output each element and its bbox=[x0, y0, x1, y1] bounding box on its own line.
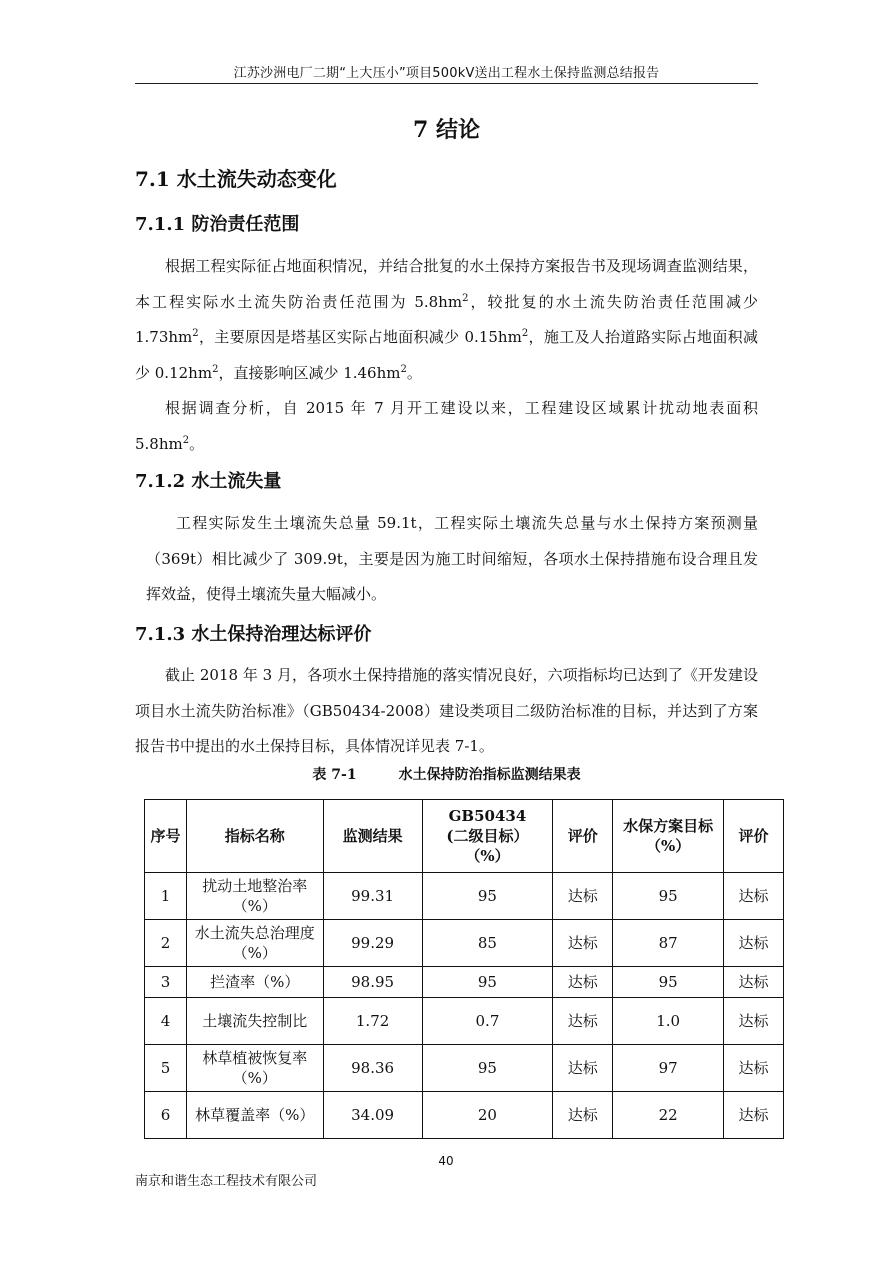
cell-result: 34.09 bbox=[323, 1092, 422, 1139]
cell-result: 99.31 bbox=[323, 873, 422, 920]
cell-plan: 87 bbox=[613, 920, 724, 967]
superscript-2: 2 bbox=[521, 328, 529, 339]
section-7-1-1-paragraph-2: 根据调查分析，自 2015 年 7 月开工建设以来，工程建设区域累计扰动地表面积 $5.8hm^2$。 bbox=[135, 399, 758, 453]
cell-plan: 22 bbox=[613, 1092, 724, 1139]
cell-name: 扰动土地整治率（%） bbox=[186, 873, 323, 920]
cell-eval-1: 达标 bbox=[553, 998, 613, 1045]
cell-eval-1: 达标 bbox=[553, 1092, 613, 1139]
chapter-title: 7 结论 bbox=[413, 117, 480, 143]
cell-result: 98.36 bbox=[323, 1045, 422, 1092]
cell-gb: 95 bbox=[422, 967, 553, 998]
cell-gb: 0.7 bbox=[422, 998, 553, 1045]
superscript-2: 2 bbox=[182, 434, 190, 446]
superscript-2: 2 bbox=[462, 292, 469, 304]
header-seq: 序号 bbox=[145, 800, 187, 873]
table-caption-number: 表 7-1 bbox=[312, 767, 357, 783]
cell-plan: 95 bbox=[613, 873, 724, 920]
cell-gb: 20 bbox=[422, 1092, 553, 1139]
page-header: 江苏沙洲电厂二期“上大压小”项目500kV送出工程水土保持监测总结报告 bbox=[233, 66, 660, 81]
section-7-1-2-title: 7.1.2 水土流失量 bbox=[135, 471, 282, 492]
cell-eval-1: 达标 bbox=[553, 967, 613, 998]
cell-eval-1: 达标 bbox=[553, 873, 613, 920]
section-7-1-3-title: 7.1.3 水土保持治理达标评价 bbox=[135, 624, 372, 645]
table-row bbox=[145, 998, 784, 1045]
table-caption-title: 水土保持防治指标监测结果表 bbox=[398, 767, 581, 783]
cell-result: 99.29 bbox=[323, 920, 422, 967]
section-7-1-1-title: 7.1.1 防治责任范围 bbox=[135, 214, 300, 235]
header-plan: 水保方案目标（%） bbox=[613, 800, 724, 873]
cell-plan: 97 bbox=[613, 1045, 724, 1092]
cell-eval-1: 达标 bbox=[553, 1045, 613, 1092]
cell-result: 1.72 bbox=[323, 998, 422, 1045]
cell-eval-2: 达标 bbox=[724, 920, 784, 967]
superscript-2: 2 bbox=[212, 363, 219, 375]
cell-result: 98.95 bbox=[323, 967, 422, 998]
cell-seq: 1 bbox=[145, 873, 187, 920]
section-7-1-3-paragraph: 截止 2018 年 3 月，各项水土保持措施的落实情况良好，六项指标均已达到了《开发建设项目水土流失防治标准》（GB50434-2008）建设类项目二级防治标准的目标，并达到了方案报告书中提出的水土保持目标，具体情况详见表 7-1。 bbox=[135, 666, 758, 755]
cell-name: 拦渣率（%） bbox=[186, 967, 323, 998]
cell-gb: 95 bbox=[422, 873, 553, 920]
cell-seq: 2 bbox=[145, 920, 187, 967]
cell-plan: 95 bbox=[613, 967, 724, 998]
table-row bbox=[145, 920, 784, 967]
cell-plan: 1.0 bbox=[613, 998, 724, 1045]
cell-eval-2: 达标 bbox=[724, 1092, 784, 1139]
superscript-2: 2 bbox=[192, 328, 199, 339]
cell-name: 土壤流失控制比 bbox=[186, 998, 323, 1045]
header-gb: GB50434 (二级目标） （%） bbox=[422, 800, 553, 873]
cell-name: 水土流失总治理度（%） bbox=[186, 920, 323, 967]
footer-company: 南京和谐生态工程技术有限公司 bbox=[135, 1174, 318, 1189]
cell-eval-2: 达标 bbox=[724, 998, 784, 1045]
cell-eval-2: 达标 bbox=[724, 873, 784, 920]
superscript-2: 2 bbox=[400, 363, 407, 375]
header-name: 指标名称 bbox=[186, 800, 323, 873]
cell-gb: 85 bbox=[422, 920, 553, 967]
cell-eval-1: 达标 bbox=[553, 920, 613, 967]
table-header-row bbox=[145, 800, 784, 873]
cell-seq: 6 bbox=[145, 1092, 187, 1139]
cell-eval-2: 达标 bbox=[724, 967, 784, 998]
cell-seq: 3 bbox=[145, 967, 187, 998]
section-7-1-1-paragraph-1: 根据工程实际征占地面积情况，并结合批复的水土保持方案报告书及现场调查监测结果，本工程实际水土流失防治责任范围为 $5.8hm^2$，较批复的水土流失防治责任范围减少 $1.73hm^2$，主要原因是塔基区实际占地面积减少 $0.15hm^2$，施工及人抬道路实际占地面积减少 $0.12hm^2$，直接影响区减少 $1.46hm^2$。 bbox=[135, 257, 758, 382]
table-caption bbox=[135, 764, 758, 786]
table-row bbox=[145, 1092, 784, 1139]
section-7-1-2-paragraph: 工程实际发生土壤流失总量 59.1t，工程实际土壤流失总量与水土保持方案预测量（369t）相比减少了 309.9t，主要是因为施工时间缩短，各项水土保持措施布设合理且发挥效益，使得土壤流失量大幅减小。 bbox=[146, 514, 758, 603]
section-7-1-title: 7.1 水土流失动态变化 bbox=[135, 167, 337, 191]
header-eval-2: 评价 bbox=[724, 800, 784, 873]
cell-gb: 95 bbox=[422, 1045, 553, 1092]
cell-seq: 4 bbox=[145, 998, 187, 1045]
page-number: 40 bbox=[438, 1154, 454, 1168]
header-result: 监测结果 bbox=[323, 800, 422, 873]
cell-name: 林草植被恢复率（%） bbox=[186, 1045, 323, 1092]
table-row bbox=[145, 1045, 784, 1092]
table-row bbox=[145, 873, 784, 920]
monitoring-results-table bbox=[144, 799, 784, 1139]
header-rule bbox=[135, 83, 758, 84]
cell-name: 林草覆盖率（%） bbox=[186, 1092, 323, 1139]
header-eval-1: 评价 bbox=[553, 800, 613, 873]
table-row bbox=[145, 967, 784, 998]
cell-seq: 5 bbox=[145, 1045, 187, 1092]
cell-eval-2: 达标 bbox=[724, 1045, 784, 1092]
